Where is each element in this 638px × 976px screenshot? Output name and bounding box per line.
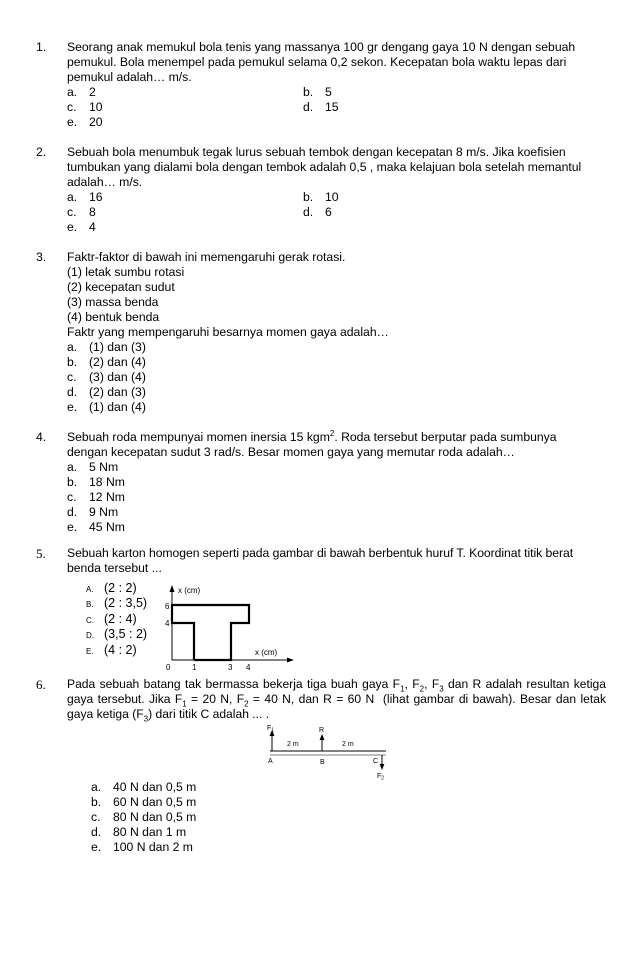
question-text-line: Sebuah bola menumbuk tegak lurus sebuah tembok dengan kecepatan 8 m/s. Jika koefisien bbox=[67, 145, 566, 159]
y-axis-arrow bbox=[170, 585, 175, 592]
question-body bbox=[67, 40, 606, 85]
question-text-line: Sebuah karton homogen seperti pada gambar di bawah berbentuk huruf T. Koordinat titik berat bbox=[67, 546, 574, 560]
question-number: 5. bbox=[36, 546, 46, 561]
point-a-label: A bbox=[268, 758, 273, 765]
question-body bbox=[67, 145, 606, 190]
option-d: d. 9 Nm bbox=[67, 505, 119, 519]
question-text-line: Sebuah roda mempunyai momen inersia 15 kgm$^2$. Roda tersebut berputar pada sumbunya bbox=[67, 428, 557, 444]
option-e: e. 4 bbox=[67, 220, 96, 234]
option-e: e. 45 Nm bbox=[67, 520, 125, 534]
option-e: e. (1) dan (4) bbox=[67, 400, 146, 414]
option-a: a. 40 N dan 0,5 m bbox=[91, 780, 197, 794]
question-text-line: pemukul. Bola menempel pada pemukul selama 0,2 sekon. Kecepatan bola waktu lepas dari bbox=[67, 55, 567, 69]
question-number: 1. bbox=[36, 40, 47, 54]
factor-item: (2) kecepatan sudut bbox=[67, 280, 175, 294]
option-b: b. 10 bbox=[303, 190, 339, 204]
x-tick-label: 3 bbox=[228, 663, 233, 672]
option-d: D. (3,5 : 2) bbox=[86, 627, 148, 641]
r-label: R bbox=[319, 727, 325, 734]
x-axis-label: x (cm) bbox=[255, 648, 278, 657]
f2-arrowhead bbox=[380, 764, 385, 770]
y-tick-label: 6 bbox=[165, 602, 170, 611]
option-a: A. (2 : 2) bbox=[86, 581, 137, 595]
x-axis-arrow bbox=[287, 658, 294, 663]
option-a: a. 2 bbox=[67, 85, 96, 99]
f1-label: $F_1$ bbox=[267, 725, 275, 734]
option-a: a. 5 Nm bbox=[67, 460, 119, 474]
option-d: d. 6 bbox=[303, 205, 332, 219]
x-tick-label: 1 bbox=[192, 663, 197, 672]
option-c: c. 10 bbox=[67, 100, 103, 114]
option-c: c. (3) dan (4) bbox=[67, 370, 146, 384]
option-d: d. 80 N dan 1 m bbox=[91, 825, 187, 839]
option-e: e. 100 N dan 2 m bbox=[91, 840, 193, 854]
option-b: b. 5 bbox=[303, 85, 332, 99]
question-text-line: Seorang anak memukul bola tenis yang massanya 100 gr dengang gaya 10 N dengan sebuah bbox=[67, 40, 576, 54]
option-c: c. 80 N dan 0,5 m bbox=[91, 810, 197, 824]
question-text-line: Faktr-faktor di bawah ini memengaruhi gerak rotasi. bbox=[67, 250, 346, 264]
question-text-line: dengan kecepatan sudut 3 rad/s. Besar momen gaya yang memutar roda adalah… bbox=[67, 445, 515, 459]
y-axis-label: x (cm) bbox=[178, 586, 201, 595]
x-tick-label: 0 bbox=[166, 663, 171, 672]
option-b: B. (2 : 3,5) bbox=[86, 596, 148, 610]
option-e: E. (4 : 2) bbox=[86, 643, 137, 657]
option-a: a. 16 bbox=[67, 190, 103, 204]
question-text-paragraph: Pada sebuah batang tak bermassa bekerja tiga buah gaya $F_1$, $F_2$, $F_3$ dan R adalah resultan ketiga gaya tersebut. Jika $F_1 = 20$ N, $F_2 = 40$ N, dan R = 60 N (lihat gambar di bawah). Besar dan letak gaya ketiga $(F_3)$ dari titik C adalah ... . bbox=[67, 677, 606, 724]
option-d: d. (2) dan (3) bbox=[67, 385, 146, 399]
distance-bc: 2 m bbox=[342, 741, 354, 748]
question-text-line: adalah… m/s. bbox=[67, 175, 143, 189]
f2-label: $F_2$ bbox=[377, 773, 385, 780]
t-shape-outline bbox=[172, 605, 249, 660]
question-body bbox=[67, 546, 606, 576]
option-c: c. 12 Nm bbox=[67, 490, 125, 504]
question-number: 6. bbox=[36, 677, 46, 692]
factor-item: (1) letak sumbu rotasi bbox=[67, 265, 185, 279]
y-tick-label: 4 bbox=[165, 619, 170, 628]
t-shape-figure bbox=[160, 582, 300, 674]
question-text-line: pemukul adalah… m/s. bbox=[67, 70, 192, 84]
option-b: b. (2) dan (4) bbox=[67, 355, 146, 369]
question-number: 3. bbox=[36, 250, 47, 264]
point-b-label: B bbox=[320, 759, 325, 766]
question-text-line: benda tersebut ... bbox=[67, 561, 162, 575]
option-d: d. 15 bbox=[303, 100, 339, 114]
factor-item: (3) massa benda bbox=[67, 295, 159, 309]
option-e: e. 20 bbox=[67, 115, 103, 129]
question-body bbox=[67, 677, 606, 722]
option-a: a. (1) dan (3) bbox=[67, 340, 146, 354]
question-number: 4. bbox=[36, 430, 47, 444]
distance-ab: 2 m bbox=[287, 741, 299, 748]
question-number: 2. bbox=[36, 145, 47, 159]
beam-force-figure bbox=[262, 722, 394, 780]
option-c: c. 8 bbox=[67, 205, 96, 219]
question-text-line: Faktr yang mempengaruhi besarnya momen gaya adalah… bbox=[67, 325, 389, 339]
option-b: b. 18 Nm bbox=[67, 475, 125, 489]
option-c: C. (2 : 4) bbox=[86, 612, 137, 626]
r-arrowhead bbox=[320, 734, 325, 740]
option-b: b. 60 N dan 0,5 m bbox=[91, 795, 197, 809]
question-text-line: tumbukan yang dialami bola dengan tembok adalah 0,5 , maka kelajuan bola setelah memantul bbox=[67, 160, 582, 174]
factor-item: (4) bentuk benda bbox=[67, 310, 160, 324]
x-tick-label: 4 bbox=[246, 663, 251, 672]
question-body bbox=[67, 430, 606, 535]
question-body bbox=[67, 250, 606, 415]
point-c-label: C bbox=[373, 758, 379, 765]
